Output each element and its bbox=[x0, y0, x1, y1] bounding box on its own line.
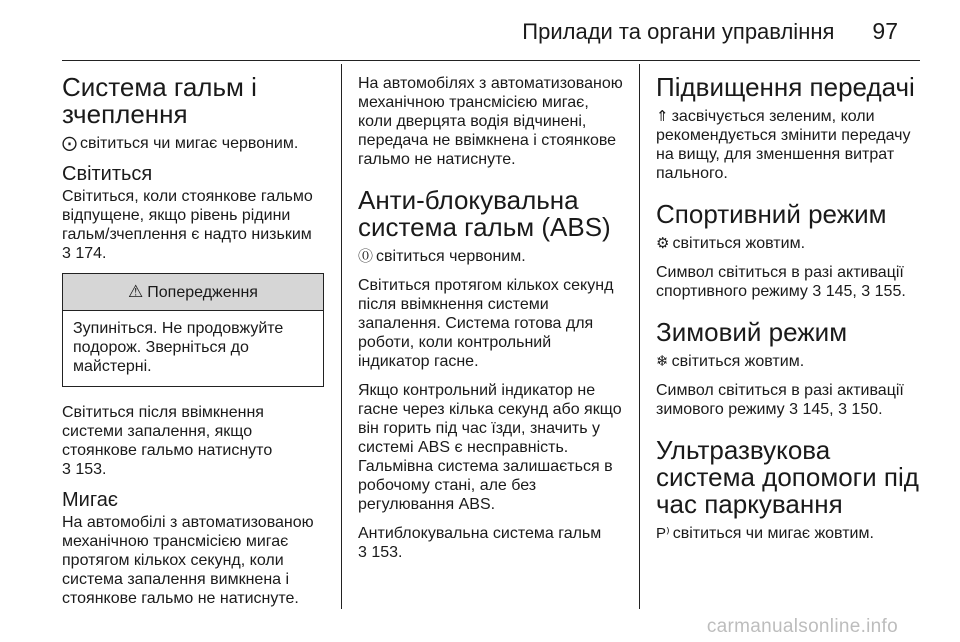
abs-section-title: Анти-блокувальна система гальм (ABS) bbox=[358, 185, 611, 242]
parking-assist-icon: P⁾ bbox=[656, 525, 670, 542]
winter-mode-icon: ❄ bbox=[656, 353, 669, 370]
lit-text: Світиться, коли стоянкове гальмо відпущене, якщо рівень рідини гальм/зчеплення є надто низьким 3 174. bbox=[62, 188, 313, 262]
abs-icon: ⓪ bbox=[358, 248, 374, 265]
warning-text: Зупиніться. Не продовжуйте подорож. Зверніться до майстерні. bbox=[73, 320, 284, 375]
sport-mode-icon: ⚙ bbox=[656, 235, 670, 252]
column-3 bbox=[656, 74, 924, 553]
upshift-icon: ⇑ bbox=[656, 108, 669, 125]
abs-paragraph-2: Якщо контрольний індикатор не гасне через кілька секунд або якщо він горить під час їзди, значить у системі ABS є несправність. Гальмівна система залишається в робочому стані, але без регулювання ABS. bbox=[358, 382, 622, 513]
reference-arrow-icon: 3 bbox=[838, 401, 847, 418]
watermark: carmanualsonline.info bbox=[706, 616, 898, 637]
abs-paragraph-1: Світиться протягом кількох секунд після ввімкнення системи запалення. Система готова для роботи, коли контрольний індикатор гасне. bbox=[358, 277, 614, 370]
brake-section-title: Система гальм і зчеплення bbox=[62, 72, 257, 129]
column-divider-1 bbox=[341, 64, 342, 609]
reference-arrow-icon: 3 bbox=[358, 544, 367, 561]
reference-arrow-icon: 3 bbox=[789, 401, 799, 418]
sport-intro: ⚙ світиться жовтим. bbox=[656, 235, 806, 252]
header-title: Прилади та органи управління bbox=[522, 19, 835, 44]
abs-paragraph-3: Антиблокувальна система гальм 3 153. bbox=[358, 525, 602, 561]
column-2 bbox=[358, 74, 624, 572]
winter-section-title: Зимовий режим bbox=[656, 317, 848, 347]
brake-intro: ⨀ світиться чи мигає червоним. bbox=[62, 135, 299, 152]
warning-box bbox=[62, 273, 324, 387]
warning-triangle-icon: ⚠ bbox=[128, 282, 144, 301]
column-1 bbox=[62, 74, 324, 618]
upshift-section-title: Підвищення передачі bbox=[656, 72, 915, 102]
reference-arrow-icon: 3 bbox=[62, 461, 71, 478]
column-divider-2 bbox=[639, 64, 640, 609]
brake-system-icon: ⨀ bbox=[62, 135, 77, 152]
reference-arrow-icon: 3 bbox=[62, 245, 71, 262]
reference-arrow-icon: 3 bbox=[812, 283, 822, 300]
reference-arrow-icon: 3 bbox=[861, 283, 871, 300]
amt-text: На автомобілях з автоматизованою механічною трансмісією мигає, коли дверцята водія відчинені, передача не ввімкнена і стоянкове гальмо не натиснуте. bbox=[358, 75, 623, 168]
sport-text: Символ світиться в разі активації спортивного режиму 3 145, 3 155. bbox=[656, 264, 906, 300]
flashes-text: На автомобілі з автоматизованою механічною трансмісією мигає протягом кількох секунд, коли система запалення вимкнена і стоянкове гальмо не натиснуте. bbox=[62, 514, 314, 607]
page-header bbox=[522, 18, 898, 45]
parking-section-title: Ультразвукова система допомоги під час паркування bbox=[656, 435, 919, 519]
header-rule bbox=[62, 60, 920, 61]
winter-intro: ❄ світиться жовтим. bbox=[656, 353, 805, 370]
flashes-subtitle: Мигає bbox=[62, 489, 119, 511]
winter-text: Символ світиться в разі активації зимового режиму 3 145, 3 150. bbox=[656, 382, 904, 418]
lit-subtitle: Світиться bbox=[62, 163, 153, 185]
abs-intro: ⓪ світиться червоним. bbox=[358, 248, 526, 265]
after-warning-text: Світиться після ввімкнення системи запалення, якщо стоянкове гальмо натиснуто 3 153. bbox=[62, 404, 273, 478]
sport-section-title: Спортивний режим bbox=[656, 199, 887, 229]
warning-header: ⚠ Попередження bbox=[63, 274, 323, 311]
upshift-text: ⇑ засвічується зеленим, коли рекомендується змінити передачу на вищу, для зменшення витрат пального. bbox=[656, 108, 911, 182]
page-number: 97 bbox=[872, 18, 898, 44]
parking-intro: P⁾ світиться чи мигає жовтим. bbox=[656, 525, 874, 542]
